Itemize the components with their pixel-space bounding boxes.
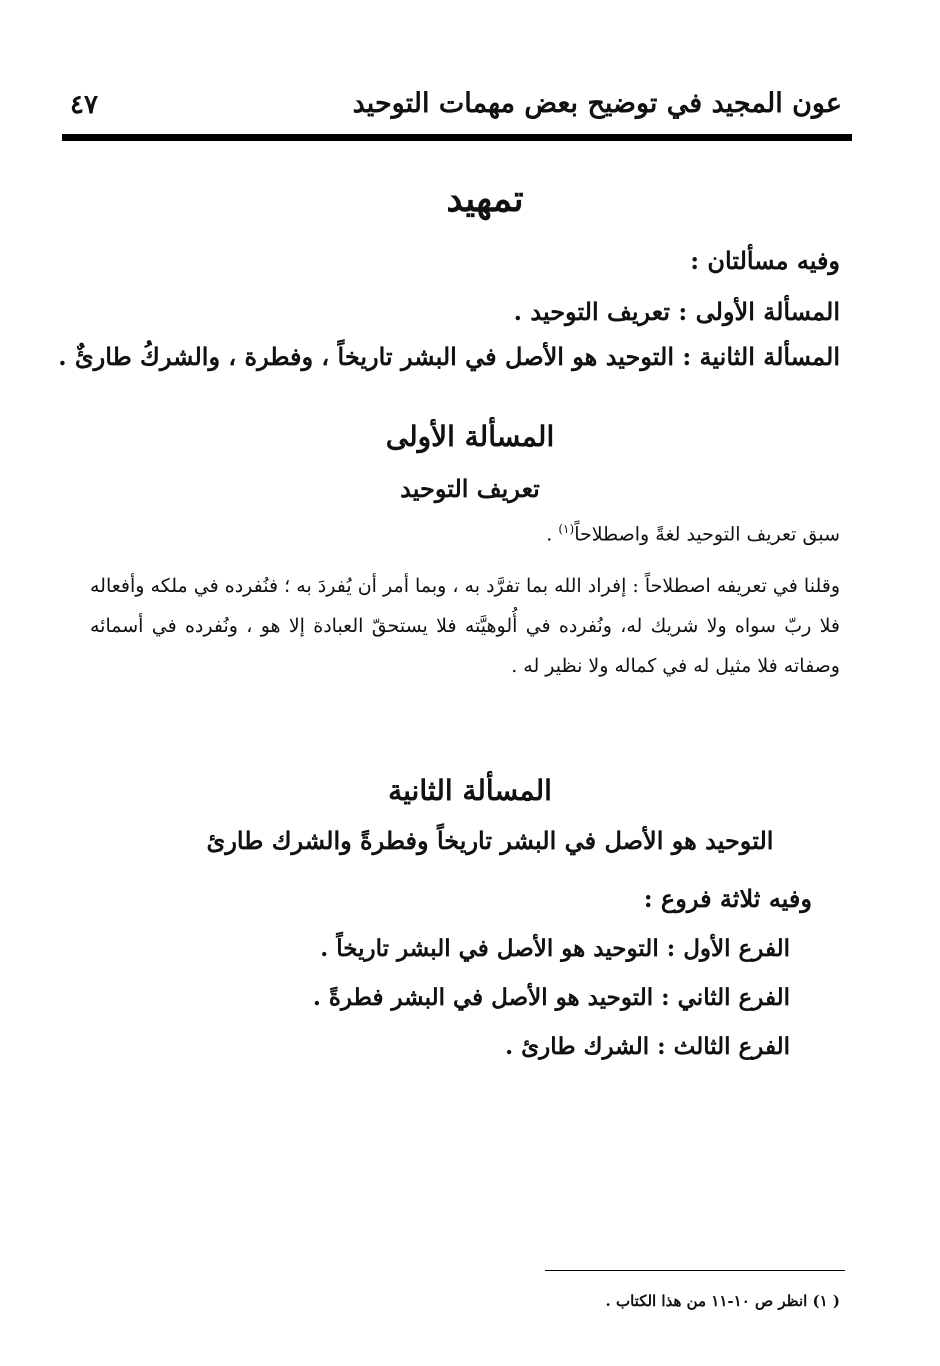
book-title: عون المجيد في توضيح بعض مهمات التوحيد bbox=[352, 88, 842, 119]
intro-lead: وفيه مسألتان : bbox=[690, 246, 840, 275]
header-divider bbox=[62, 134, 852, 141]
section-2-heading: المسألة الثانية bbox=[388, 774, 552, 807]
footnote-reference[interactable]: (١) bbox=[558, 522, 575, 536]
branch-item-3: الفرع الثالث : الشرك طارئ . bbox=[505, 1033, 790, 1060]
branch-item-1: الفرع الأول : التوحيد هو الأصل في البشر تاريخاً . bbox=[320, 935, 790, 962]
footnote-divider bbox=[545, 1270, 845, 1271]
running-header bbox=[62, 82, 842, 128]
intro-item-1: المسألة الأولى : تعريف التوحيد . bbox=[513, 297, 840, 326]
intro-heading: تمهيد bbox=[446, 178, 524, 220]
section-1-paragraph: وقلنا في تعريفه اصطلاحاً : إفراد الله بما تفرَّد به ، وبما أمر أن يُفردَ به ؛ فنُفرده في ملكه وأفعاله فلا ربّ سواه ولا شريك له، ونُفرده في أُلوهيَّته فلا يستحقّ العبادة إلا هو ، ونُفرده في أسمائه وصفاته فلا مثيل له في كماله ولا نظير له . bbox=[90, 575, 840, 677]
section-1-subtitle: تعريف التوحيد bbox=[400, 474, 540, 503]
intro-item-2: المسألة الثانية : التوحيد هو الأصل في البشر تاريخاً ، وفطرة ، والشركُ طارئٌ . bbox=[58, 342, 840, 371]
footnote: ( ١) انظر ص ١٠-١١ من هذا الكتاب . bbox=[605, 1292, 840, 1310]
section-1-first-line-end: . bbox=[546, 523, 559, 546]
section-1-first-line-text: سبق تعريف التوحيد لغةً واصطلاحاً bbox=[574, 523, 840, 546]
section-2-subtitle: التوحيد هو الأصل في البشر تاريخاً وفطرةً والشرك طارئ bbox=[206, 826, 774, 855]
section-1-first-line bbox=[546, 522, 840, 545]
section-2-lead: وفيه ثلاثة فروع : bbox=[643, 884, 812, 913]
branch-list bbox=[313, 935, 790, 1082]
branch-item-2: الفرع الثاني : التوحيد هو الأصل في البشر فطرةً . bbox=[312, 984, 790, 1011]
section-1-heading: المسألة الأولى bbox=[385, 420, 555, 453]
page-number: ٤٧ bbox=[70, 90, 98, 120]
